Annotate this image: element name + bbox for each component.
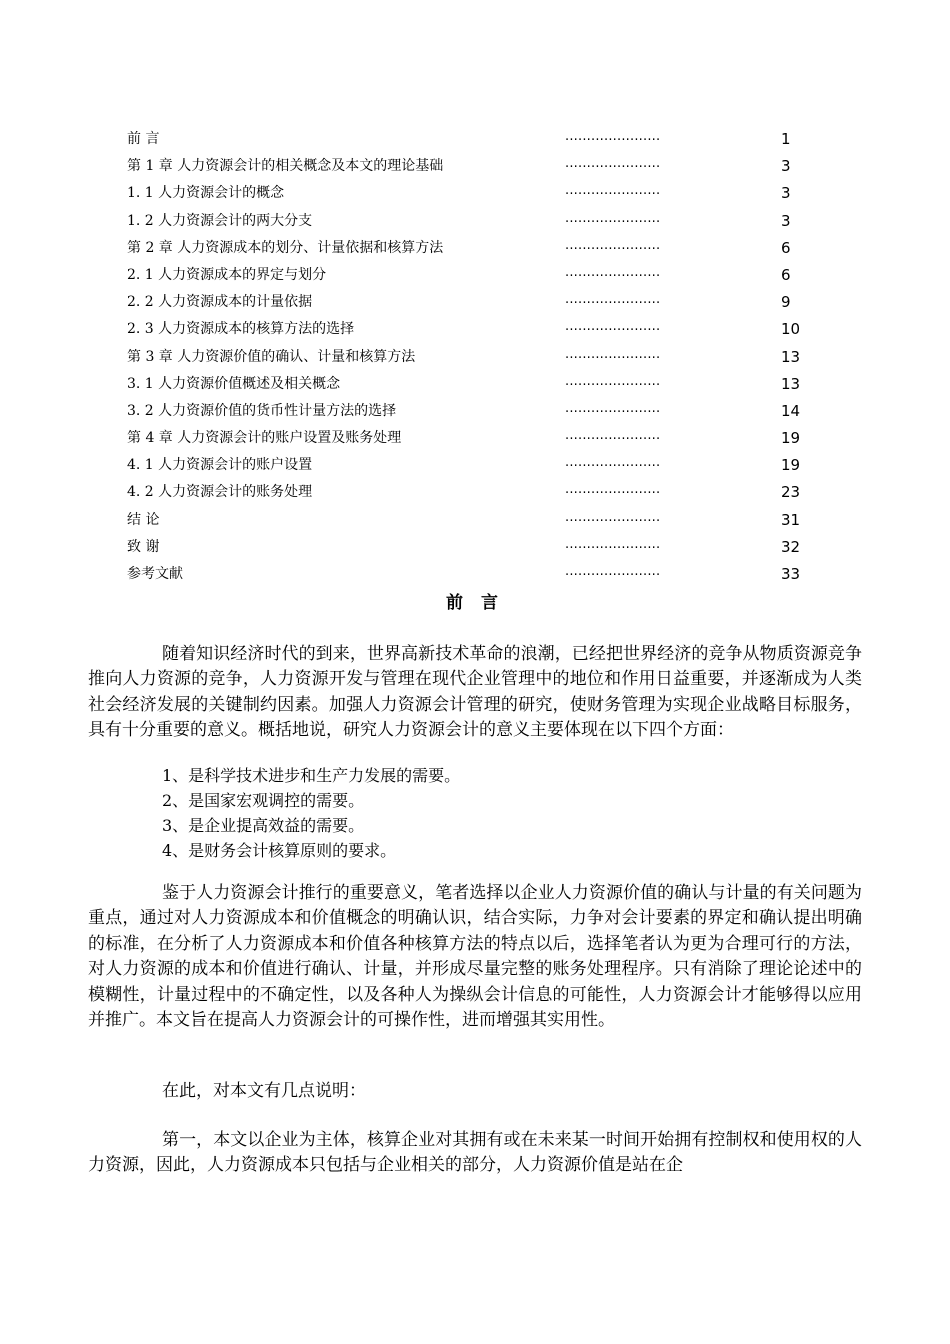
toc-entry-title: 第 1 章 人力资源会计的相关概念及本文的理论基础	[127, 158, 444, 175]
paragraph-note-first: 第一，本文以企业为主体，核算企业对其拥有或在未来某一时间开始拥有控制权和使用权的人力资源，因此，人力资源成本只包括与企业相关的部分，人力资源价值是站在企	[88, 1130, 862, 1176]
toc-entry	[127, 153, 827, 180]
toc-entry-page: 3	[781, 211, 791, 230]
toc-entry-title: 3. 2 人力资源价值的货币性计量方法的选择	[127, 402, 397, 419]
toc-entry-page: 1	[781, 130, 791, 148]
toc-entry-page: 3	[781, 184, 791, 203]
toc-entry-page: 32	[781, 537, 801, 556]
toc-entry-leader: ......................	[565, 455, 661, 471]
toc-entry-title: 4. 2 人力资源会计的账务处理	[127, 484, 313, 501]
toc-entry-page: 33	[781, 565, 801, 583]
toc-entry-title: 4. 1 人力资源会计的账户设置	[127, 457, 313, 474]
toc-entry-title: 3. 1 人力资源价值概述及相关概念	[127, 375, 341, 392]
toc-entry-page: 19	[781, 429, 801, 448]
list-item: 2、是国家宏观调控的需要。	[162, 791, 365, 810]
toc-entry-title: 第 2 章 人力资源成本的划分、计量依据和核算方法	[127, 239, 444, 256]
toc-entry-title: 致 谢	[127, 538, 160, 555]
toc-entry	[127, 452, 827, 479]
toc-entry-title: 第 3 章 人力资源价值的确认、计量和核算方法	[127, 348, 416, 365]
toc-entry-title: 1. 2 人力资源会计的两大分支	[127, 212, 313, 229]
toc-entry-title: 前 言	[127, 131, 160, 147]
paragraph-significance: 鉴于人力资源会计推行的重要意义，笔者选择以企业人力资源价值的确认与计量的有关问题为重点，通过对人力资源成本和价值概念的明确认识，结合实际，力争对会计要素的界定和确认提出明确的标准，在分析了人力资源成本和价值各种核算方法的特点以后，选择笔者认为更为合理可行的方法，对人力资源的成本和价值进行确认、计量，并形成尽量完整的账务处理程序。只有消除了理论论述中的模糊性，计量过程中的不确定性，以及各种人为操纵会计信息的可能性，人力资源会计才能够得以应用并推广。本文旨在提高人力资源会计的可操作性，进而增强其实用性。	[88, 883, 862, 1031]
paragraph-intro: 随着知识经济时代的到来，世界高新技术革命的浪潮，已经把世界经济的竞争从物质资源竞争推向人力资源的竞争，人力资源开发与管理在现代企业管理中的地位和作用日益重要，并逐渐成为人类社会经济发展的关键制约因素。加强人力资源会计管理的研究，使财务管理为实现企业战略目标服务，具有十分重要的意义。概括地说，研究人力资源会计的意义主要体现在以下四个方面：	[88, 644, 862, 741]
toc-entry-page: 19	[781, 456, 801, 475]
toc-entry-page: 13	[781, 347, 801, 366]
toc-entry	[127, 262, 827, 289]
toc-entry-leader: ......................	[565, 373, 661, 389]
list-item: 1、是科学技术进步和生产力发展的需要。	[162, 766, 461, 785]
toc-entry-page: 6	[781, 265, 791, 284]
toc-entry-title: 2. 3 人力资源成本的核算方法的选择	[127, 321, 355, 338]
toc-entry-leader: ......................	[565, 264, 661, 280]
toc-entry-page: 31	[781, 510, 801, 529]
toc-entry-title: 1. 1 人力资源会计的概念	[127, 185, 285, 202]
list-item: 3、是企业提高效益的需要。	[162, 816, 365, 835]
toc-entry-title: 2. 2 人力资源成本的计量依据	[127, 294, 313, 311]
toc-entry-page: 14	[781, 401, 801, 420]
toc-entry-title: 参考文献	[127, 566, 183, 582]
toc-entry-page: 3	[781, 157, 791, 176]
toc-entry	[127, 425, 827, 452]
toc-entry-page: 13	[781, 374, 801, 393]
toc-entry-leader: ......................	[565, 564, 661, 579]
toc-entry-page: 23	[781, 483, 801, 502]
toc-entry-leader: ......................	[565, 237, 661, 253]
toc-entry	[127, 126, 827, 153]
toc-entry-leader: ......................	[565, 156, 661, 172]
toc-entry	[127, 398, 827, 425]
toc-entry	[127, 235, 827, 262]
toc-entry-title: 2. 1 人力资源成本的界定与划分	[127, 266, 327, 283]
toc-entry-page: 10	[781, 320, 801, 339]
list-item: 4、是财务会计核算原则的要求。	[162, 841, 397, 860]
toc-entry-leader: ......................	[565, 536, 661, 552]
toc-entry-page: 6	[781, 238, 791, 257]
toc-entry-leader: ......................	[565, 346, 661, 362]
toc-entry	[127, 534, 827, 561]
toc-entry-leader: ......................	[565, 400, 661, 416]
toc-entry	[127, 479, 827, 506]
table-of-contents	[127, 126, 827, 588]
toc-entry-page: 9	[781, 293, 791, 312]
toc-entry	[127, 371, 827, 398]
section-heading: 前 言	[446, 593, 504, 613]
toc-entry	[127, 316, 827, 343]
toc-entry-title: 第 4 章 人力资源会计的账户设置及账务处理	[127, 430, 402, 447]
toc-entry-leader: ......................	[565, 428, 661, 444]
toc-entry	[127, 208, 827, 235]
toc-entry-leader: ......................	[565, 509, 661, 525]
toc-entry-leader: ......................	[565, 482, 661, 498]
paragraph-notes-intro: 在此，对本文有几点说明：	[162, 1081, 366, 1101]
toc-entry	[127, 507, 827, 534]
toc-entry-leader: ......................	[565, 319, 661, 335]
toc-entry	[127, 344, 827, 371]
toc-entry	[127, 561, 827, 588]
toc-entry-leader: ......................	[565, 292, 661, 308]
toc-entry-leader: ......................	[565, 183, 661, 199]
toc-entry	[127, 289, 827, 316]
toc-entry-leader: ......................	[565, 129, 661, 144]
toc-entry	[127, 180, 827, 207]
toc-entry-title: 结 论	[127, 511, 160, 528]
toc-entry-leader: ......................	[565, 210, 661, 226]
